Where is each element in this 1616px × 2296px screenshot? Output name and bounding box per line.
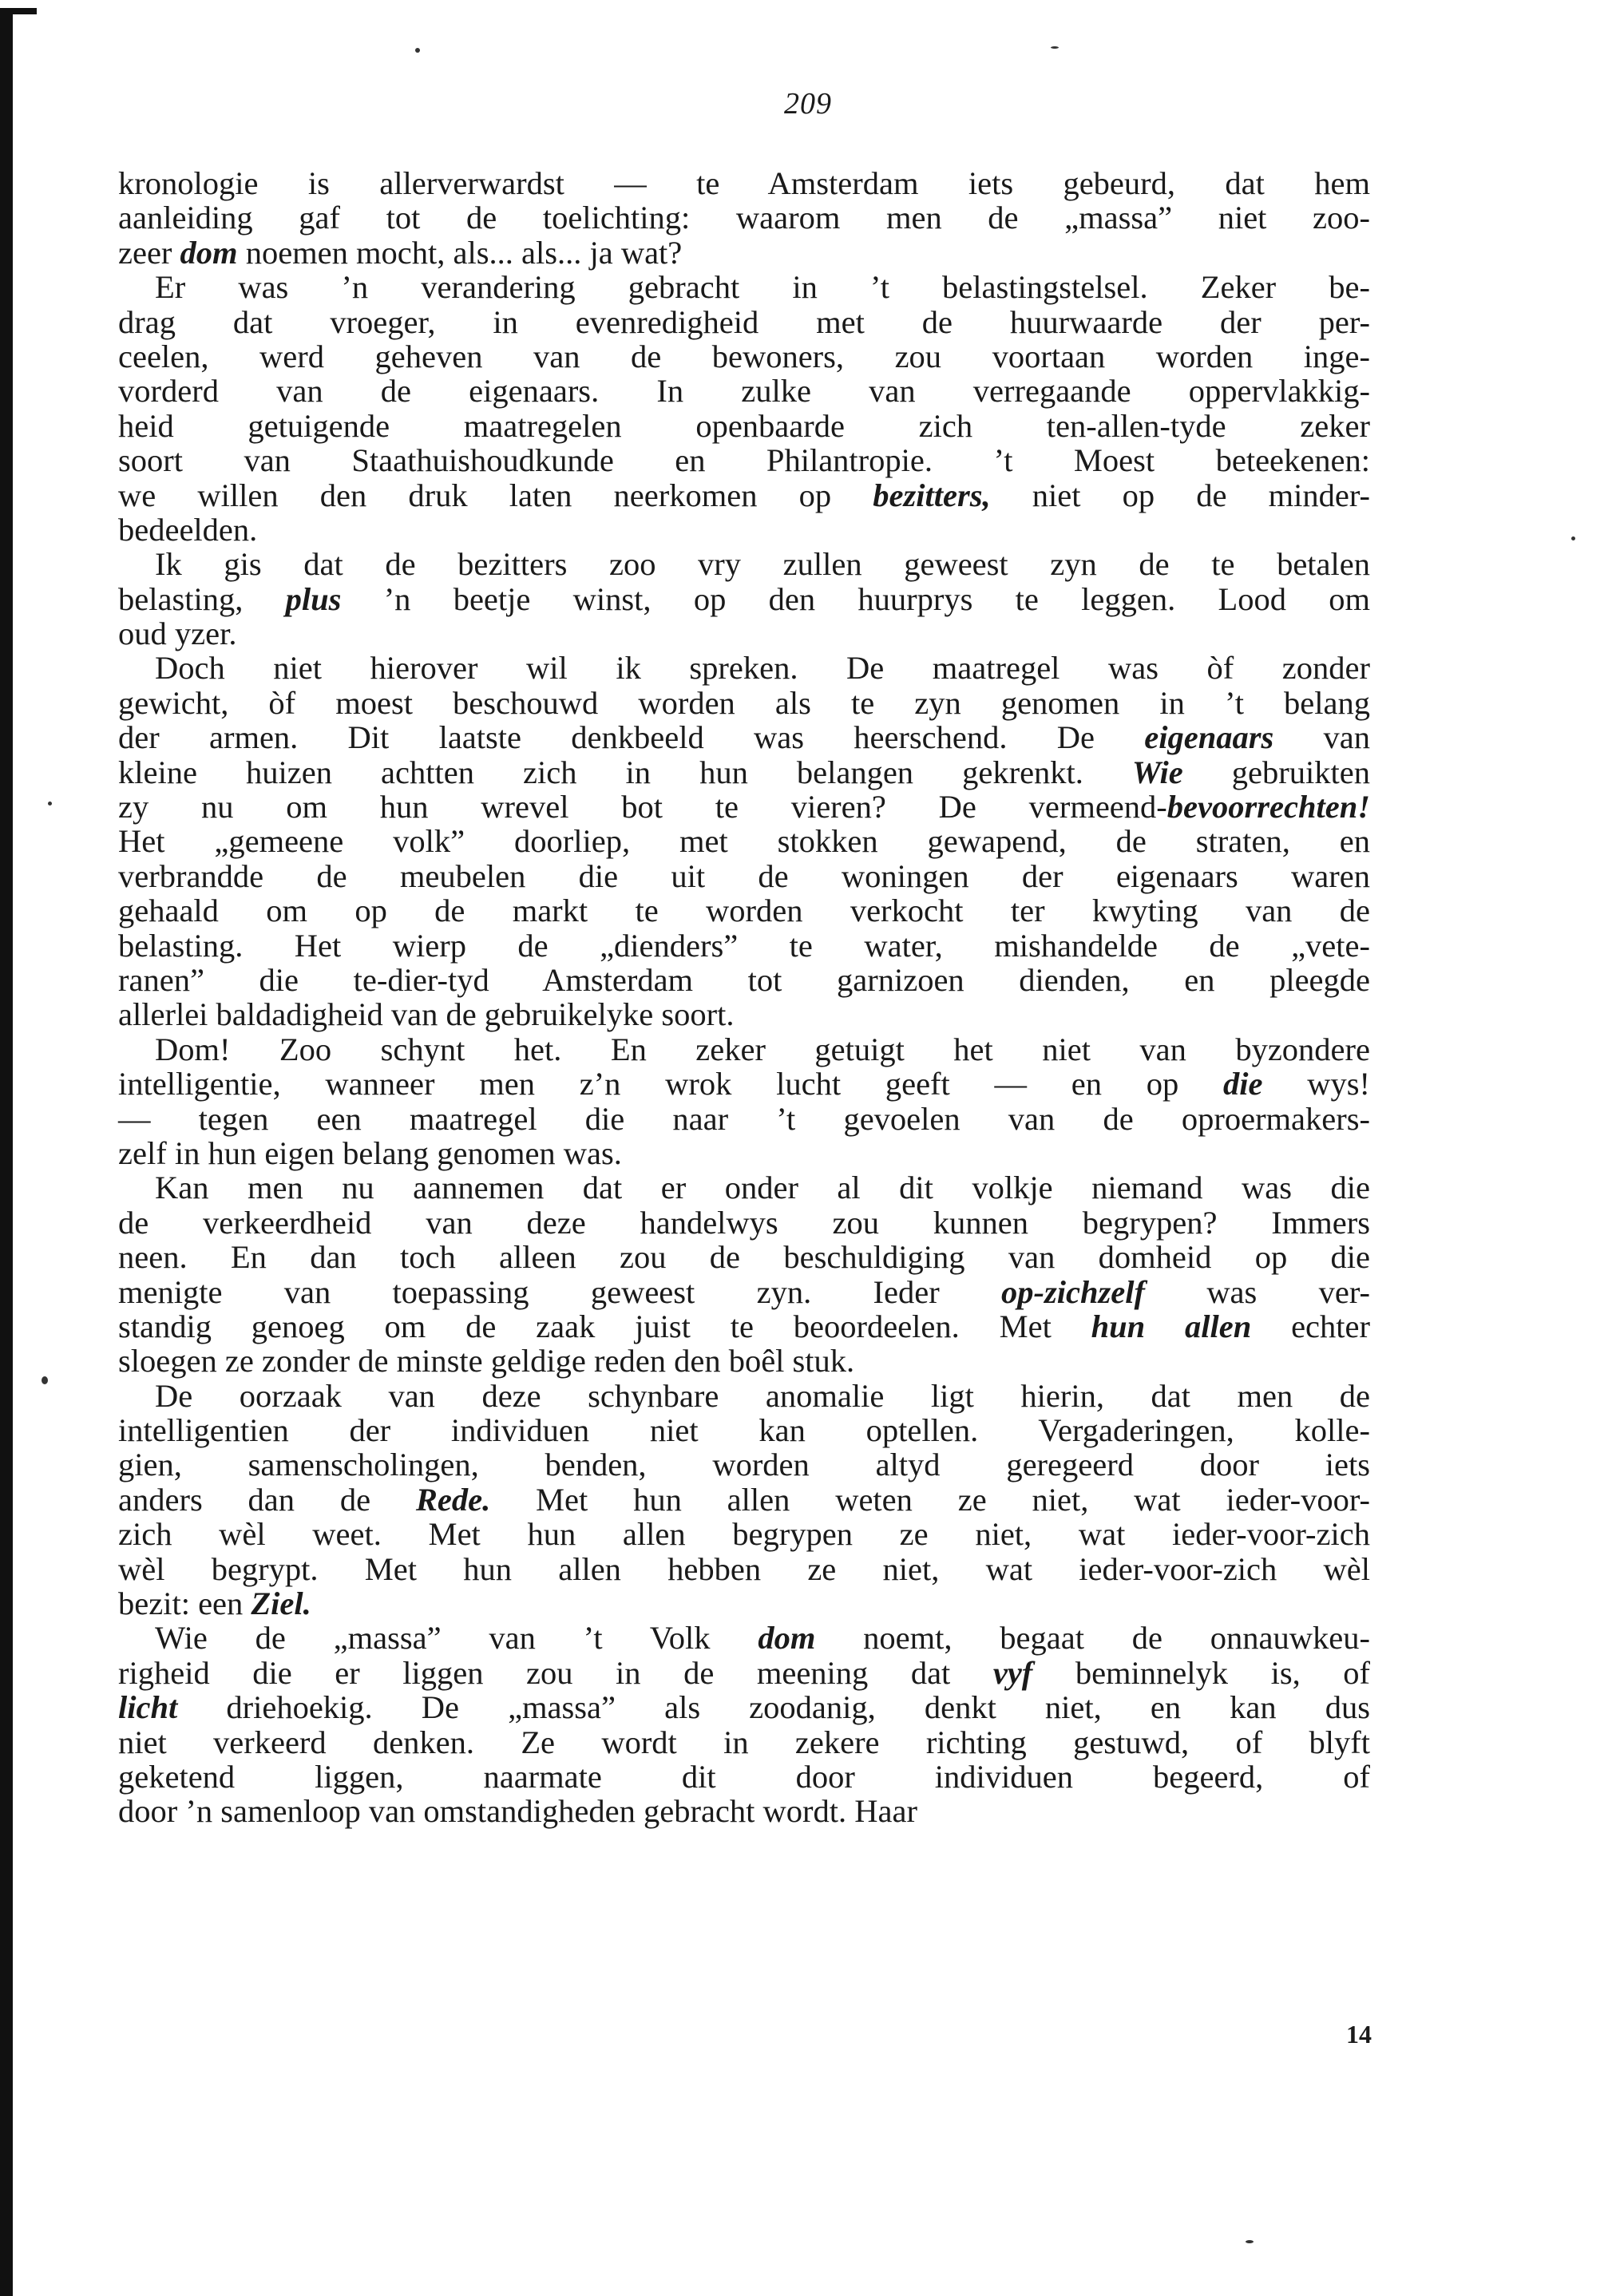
- scan-speck: [1571, 536, 1575, 540]
- text-line: [118, 720, 1370, 754]
- text-line: verbrandde de meubelen die uit de woningen der eigenaars waren: [118, 857, 1370, 894]
- text-line: gehaald om op de markt te worden verkocht ter kwyting van de: [118, 893, 1370, 929]
- emphasis-text: Wie: [1132, 754, 1183, 790]
- signature-mark: 14: [1346, 2020, 1372, 2049]
- emphasis-text: bezitters,: [873, 477, 991, 513]
- paragraph: [118, 1621, 1370, 1828]
- scan-speck: [48, 802, 52, 806]
- emphasis-text: vyf: [992, 1654, 1033, 1691]
- text-line: oud yzer.: [118, 616, 237, 652]
- text-line: belasting. Het wierp de „dienders” te water, mishandelde de „vete-: [118, 927, 1370, 964]
- paragraph: [118, 166, 1370, 270]
- emphasis-text: bevoorrechten!: [1166, 789, 1370, 825]
- body-text: [118, 166, 1370, 1829]
- text-line: [118, 755, 1370, 790]
- text-segment: zy nu om hun wrevel bot te vieren? De vermeend-: [118, 789, 1167, 825]
- emphasis-text: op-zichzelf: [1001, 1273, 1145, 1310]
- text-segment: niet op de minder-: [990, 477, 1370, 513]
- emphasis-text: die: [1223, 1066, 1263, 1102]
- text-line: ranen” die te-dier-tyd Amsterdam tot garnizoen dienden, en pleegde: [118, 961, 1370, 998]
- emphasis-text: dom: [180, 234, 238, 271]
- text-segment: gebruikten: [1182, 754, 1370, 790]
- text-segment: righeid die er liggen zou in de meening dat: [118, 1654, 993, 1691]
- text-segment: beminnelyk is, of: [1032, 1654, 1370, 1691]
- text-line: Ik gis dat de bezitters zoo vry zullen geweest zyn de te betalen: [155, 546, 1370, 583]
- text-line: [118, 1067, 1370, 1101]
- text-segment: anders dan de: [118, 1481, 416, 1518]
- text-line: De oorzaak van deze schynbare anomalie ligt hierin, dat men de: [155, 1377, 1370, 1414]
- emphasis-text: Ziel.: [251, 1585, 311, 1622]
- emphasis-text: eigenaars: [1144, 719, 1274, 756]
- text-line: [118, 1690, 1370, 1724]
- text-line: gewicht, òf moest beschouwd worden als te zyn genomen in ’t belang: [118, 684, 1370, 721]
- text-line: Het „gemeene volk” doorliep, met stokken gewapend, de straten, en: [118, 823, 1370, 860]
- text-segment: belasting,: [118, 580, 286, 617]
- text-segment: standig genoeg om de zaak juist te beoordeelen. Met: [118, 1308, 1091, 1344]
- text-segment: van: [1273, 719, 1371, 756]
- text-line: [118, 1656, 1370, 1690]
- text-segment: kleine huizen achtten zich in hun belangen gekrenkt.: [118, 754, 1132, 790]
- scan-speck: [1246, 2240, 1254, 2243]
- text-line: kronologie is allerverwardst — te Amsterdam iets gebeurd, dat hem: [118, 165, 1370, 201]
- scan-speck: [415, 48, 420, 53]
- text-line: niet verkeerd denken. Ze wordt in zekere richting gestuwd, of blyft: [118, 1724, 1370, 1760]
- text-line: zelf in hun eigen belang genomen was.: [118, 1134, 622, 1171]
- scan-speck: [1051, 46, 1059, 49]
- emphasis-text: licht: [118, 1689, 178, 1726]
- text-line: — tegen een maatregel die naar ’t gevoelen van de oproermakers-: [118, 1100, 1370, 1137]
- text-segment: we willen den druk laten neerkomen op: [118, 477, 873, 513]
- text-segment: echter: [1251, 1308, 1370, 1344]
- text-line: heid getuigende maatregelen openbaarde zich ten-allen-tyde zeker: [118, 407, 1370, 444]
- text-segment: ’n beetje winst, op den huurprys te leggen. Lood om: [341, 580, 1370, 617]
- paragraph: [118, 270, 1370, 547]
- text-segment: menigte van toepassing geweest zyn. Ieder: [118, 1273, 1002, 1310]
- text-segment: der armen. Dit laatste denkbeeld was heerschend. De: [118, 719, 1145, 756]
- emphasis-text: hun allen: [1091, 1308, 1252, 1344]
- text-line: [118, 1275, 1370, 1309]
- text-segment: wys!: [1262, 1066, 1370, 1102]
- text-line: soort van Staathuishoudkunde en Philantropie. ’t Moest beteekenen:: [118, 442, 1370, 479]
- text-line: [118, 1483, 1370, 1517]
- text-line: Doch niet hierover wil ik spreken. De maatregel was òf zonder: [155, 650, 1370, 687]
- paragraph: [118, 547, 1370, 651]
- text-segment: intelligentie, wanneer men z’n wrok lucht geeft — en op: [118, 1066, 1224, 1102]
- scan-edge-bar: [0, 8, 13, 2296]
- text-line: Kan men nu aannemen dat er onder al dit volkje niemand was die: [155, 1170, 1370, 1206]
- emphasis-text: plus: [285, 580, 342, 617]
- scan-corner-mark: [0, 8, 37, 14]
- text-line: door ’n samenloop van omstandigheden gebracht wordt. Haar: [118, 1793, 917, 1830]
- page-number: 209: [784, 87, 832, 121]
- text-line: gien, samenscholingen, benden, worden altyd geregeerd door iets: [118, 1447, 1370, 1483]
- paragraph: [118, 1032, 1370, 1171]
- text-line: [118, 478, 1370, 513]
- paragraph: [118, 651, 1370, 1031]
- text-segment: was ver-: [1145, 1273, 1370, 1310]
- text-line: bedeelden.: [118, 511, 258, 548]
- text-segment: driehoekig. De „massa” als zoodanig, denkt niet, en kan dus: [177, 1689, 1370, 1726]
- text-line: intelligentien der individuen niet kan optellen. Vergaderingen, kolle-: [118, 1412, 1370, 1449]
- text-line: de verkeerdheid van deze handelwys zou kunnen begrypen? Immers: [118, 1204, 1370, 1241]
- text-line: Dom! Zoo schynt het. En zeker getuigt het niet van byzondere: [155, 1031, 1370, 1067]
- text-segment: bezit: een: [118, 1585, 252, 1622]
- text-segment: Met hun allen weten ze niet, wat ieder-voor-: [490, 1481, 1370, 1518]
- text-line: [118, 1586, 1370, 1621]
- emphasis-text: dom: [758, 1620, 816, 1657]
- text-segment: zeer: [118, 234, 180, 271]
- text-line: [118, 790, 1370, 824]
- text-segment: Wie de „massa” van ’t Volk: [155, 1620, 758, 1657]
- text-line: [118, 1309, 1370, 1344]
- paragraph: [118, 1170, 1370, 1378]
- text-line: Er was ’n verandering gebracht in ’t belastingstelsel. Zeker be-: [155, 269, 1370, 306]
- paragraph: [118, 1379, 1370, 1621]
- text-line: [118, 236, 1370, 270]
- text-line: aanleiding gaf tot de toelichting: waarom men de „massa” niet zoo-: [118, 200, 1370, 236]
- text-segment: noemt, begaat de onnauwkeu-: [815, 1620, 1370, 1657]
- emphasis-text: Rede.: [415, 1481, 491, 1518]
- text-line: ceelen, werd geheven van de bewoners, zou voortaan worden inge-: [118, 338, 1370, 374]
- text-line: [118, 582, 1370, 616]
- text-line: zich wèl weet. Met hun allen begrypen ze niet, wat ieder-voor-zich: [118, 1516, 1370, 1553]
- text-line: allerlei baldadigheid van de gebruikelyke soort.: [118, 996, 735, 1033]
- scan-speck: [42, 1376, 48, 1384]
- text-line: drag dat vroeger, in evenredigheid met de huurwaarde der per-: [118, 303, 1370, 340]
- text-segment: noemen mocht, als... als... ja wat?: [237, 234, 683, 271]
- text-line: wèl begrypt. Met hun allen hebben ze niet, wat ieder-voor-zich wèl: [118, 1550, 1370, 1587]
- text-line: vorderd van de eigenaars. In zulke van verregaande oppervlakkig-: [118, 373, 1370, 410]
- text-line: [118, 1621, 1370, 1655]
- text-line: geketend liggen, naarmate dit door individuen begeerd, of: [118, 1758, 1370, 1795]
- text-line: neen. En dan toch alleen zou de beschuldiging van domheid op die: [118, 1239, 1370, 1276]
- text-line: sloegen ze zonder de minste geldige reden den boêl stuk.: [118, 1343, 855, 1380]
